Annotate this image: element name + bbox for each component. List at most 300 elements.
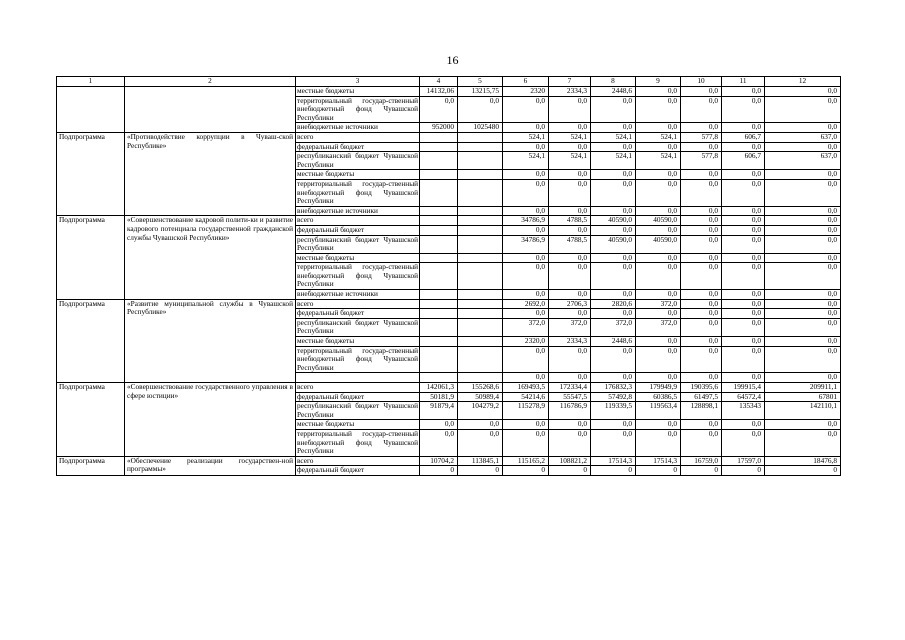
value-cell [420, 206, 458, 216]
value-cell: 0,0 [591, 420, 636, 430]
funding-source: республиканский бюджет Чувашской Республики [297, 318, 418, 336]
value-cell: 0,0 [765, 96, 841, 123]
subprogram-name: «Обеспечение реализации государствен-ной программы» [125, 456, 296, 475]
value-cell: 119339,5 [591, 402, 636, 420]
value-cell [458, 318, 503, 336]
value-cell: 199915,4 [722, 383, 765, 393]
value-cell: 0,0 [549, 123, 591, 133]
value-cell: 64572,4 [722, 392, 765, 402]
value-cell: 0,0 [722, 96, 765, 123]
value-cell: 10704,2 [420, 456, 458, 466]
value-cell: 0,0 [636, 123, 681, 133]
value-cell: 0 [765, 466, 841, 476]
funding-source: территориальный государ-ственный внебюджетный фонд Чувашской Республики [297, 96, 418, 122]
value-cell: 57492,8 [591, 392, 636, 402]
value-cell: 0,0 [681, 318, 722, 336]
value-cell: 0,0 [458, 420, 503, 430]
value-cell [458, 235, 503, 253]
value-cell: 0,0 [549, 253, 591, 263]
value-cell: 0,0 [503, 170, 549, 180]
funding-source: республиканский бюджет Чувашской Республики [297, 151, 418, 169]
value-cell: 108821,2 [549, 456, 591, 466]
value-cell [458, 337, 503, 347]
value-cell: 172334,4 [549, 383, 591, 393]
value-cell: 18476,8 [765, 456, 841, 466]
value-cell: 372,0 [591, 318, 636, 336]
value-cell: 0,0 [681, 299, 722, 309]
value-cell: 50989,4 [458, 392, 503, 402]
subprogram-label: Подпрограмма [57, 132, 125, 215]
value-cell: 40590,0 [591, 216, 636, 226]
value-cell: 0,0 [681, 179, 722, 206]
value-cell: 0,0 [503, 142, 549, 152]
funding-source: всего [296, 216, 420, 226]
table-row [57, 87, 841, 97]
value-cell: 142061,3 [420, 383, 458, 393]
value-cell: 0 [636, 466, 681, 476]
header-cell: 11 [722, 77, 765, 87]
value-cell [420, 373, 458, 383]
value-cell [420, 346, 458, 373]
value-cell [420, 309, 458, 319]
subprogram-label: Подпрограмма [57, 456, 125, 475]
value-cell: 0,0 [681, 420, 722, 430]
value-cell [458, 142, 503, 152]
value-cell: 0,0 [503, 179, 549, 206]
value-cell: 116786,9 [549, 402, 591, 420]
value-cell: 0,0 [549, 429, 591, 456]
value-cell: 0,0 [765, 429, 841, 456]
value-cell: 0,0 [503, 206, 549, 216]
value-cell: 0,0 [549, 225, 591, 235]
value-cell: 40590,0 [591, 235, 636, 253]
value-cell: 0,0 [722, 142, 765, 152]
value-cell: 0,0 [549, 170, 591, 180]
value-cell: 0,0 [681, 96, 722, 123]
value-cell: 0,0 [420, 96, 458, 123]
funding-source: территориальный государ-ственный внебюджетный фонд Чувашской Республики [297, 262, 418, 289]
table-row [57, 132, 841, 142]
value-cell: 0,0 [681, 123, 722, 133]
value-cell [420, 225, 458, 235]
value-cell: 4788,5 [549, 216, 591, 226]
funding-source: территориальный государ-ственный внебюджетный фонд Чувашской Республики [297, 346, 418, 372]
value-cell: 0,0 [549, 373, 591, 383]
value-cell: 2320,0 [503, 337, 549, 347]
value-cell: 0,0 [681, 206, 722, 216]
value-cell: 128898,1 [681, 402, 722, 420]
funding-source: местные бюджеты [296, 170, 420, 180]
value-cell: 952000 [420, 123, 458, 133]
value-cell: 0,0 [591, 225, 636, 235]
value-cell: 372,0 [549, 318, 591, 336]
value-cell: 0,0 [765, 373, 841, 383]
value-cell: 0,0 [636, 290, 681, 300]
funding-source: территориальный государ-ственный внебюджетный фонд Чувашской Республики [297, 429, 418, 456]
value-cell: 2706,3 [549, 299, 591, 309]
funding-source [296, 373, 420, 383]
funding-source: республиканский бюджет Чувашской Республики [297, 235, 418, 253]
value-cell: 0 [420, 466, 458, 476]
value-cell: 16759,0 [681, 456, 722, 466]
value-cell: 17514,3 [591, 456, 636, 466]
value-cell: 0,0 [591, 170, 636, 180]
value-cell: 0,0 [503, 263, 549, 290]
funding-source: внебюджетные источники [296, 206, 420, 216]
value-cell: 0,0 [636, 87, 681, 97]
value-cell: 0,0 [681, 309, 722, 319]
value-cell: 0,0 [681, 235, 722, 253]
value-cell: 190395,6 [681, 383, 722, 393]
value-cell [458, 206, 503, 216]
value-cell: 0,0 [591, 373, 636, 383]
value-cell [420, 132, 458, 142]
value-cell [458, 373, 503, 383]
value-cell: 34786,9 [503, 216, 549, 226]
value-cell: 0,0 [591, 429, 636, 456]
value-cell [420, 142, 458, 152]
value-cell: 0,0 [765, 179, 841, 206]
value-cell: 0,0 [765, 206, 841, 216]
value-cell: 0,0 [503, 373, 549, 383]
header-cell: 4 [420, 77, 458, 87]
value-cell: 577,8 [681, 132, 722, 142]
value-cell: 0,0 [549, 142, 591, 152]
value-cell: 606,7 [722, 132, 765, 142]
value-cell: 0,0 [549, 96, 591, 123]
value-cell: 0,0 [636, 225, 681, 235]
header-cell: 12 [765, 77, 841, 87]
value-cell: 0,0 [636, 179, 681, 206]
value-cell: 0,0 [765, 290, 841, 300]
value-cell: 0,0 [591, 290, 636, 300]
subprogram-name: «Развитие муниципальной службы в Чувашской Республике» [125, 299, 296, 382]
value-cell: 54214,6 [503, 392, 549, 402]
value-cell: 0,0 [458, 429, 503, 456]
value-cell: 0,0 [681, 216, 722, 226]
value-cell [420, 179, 458, 206]
value-cell [420, 152, 458, 170]
value-cell: 0 [722, 466, 765, 476]
value-cell [458, 225, 503, 235]
table-body [57, 87, 841, 476]
value-cell: 0,0 [591, 263, 636, 290]
value-cell [458, 170, 503, 180]
subprogram-name: «Противодействие коррупции в Чуваш-ской Республике» [125, 132, 296, 215]
value-cell: 0,0 [591, 123, 636, 133]
value-cell: 0,0 [765, 123, 841, 133]
value-cell [458, 263, 503, 290]
value-cell: 0,0 [636, 420, 681, 430]
value-cell: 60386,5 [636, 392, 681, 402]
value-cell: 0,0 [549, 420, 591, 430]
value-cell: 2320 [503, 87, 549, 97]
value-cell: 119563,4 [636, 402, 681, 420]
value-cell: 0,0 [722, 87, 765, 97]
value-cell: 0,0 [722, 373, 765, 383]
funding-source: всего [296, 456, 420, 466]
value-cell: 0,0 [503, 96, 549, 123]
value-cell: 0 [591, 466, 636, 476]
value-cell: 40590,0 [636, 216, 681, 226]
value-cell: 0,0 [681, 170, 722, 180]
value-cell [458, 216, 503, 226]
value-cell: 61497,5 [681, 392, 722, 402]
value-cell: 0,0 [503, 290, 549, 300]
subprogram-name: «Совершенствование кадровой полити-ки и развитие кадрового потенциала государственной гражданской службы Чувашской Республики» [125, 216, 296, 299]
value-cell: 0,0 [722, 420, 765, 430]
value-cell: 0,0 [681, 225, 722, 235]
value-cell: 115278,9 [503, 402, 549, 420]
value-cell: 0,0 [636, 309, 681, 319]
value-cell: 0,0 [681, 263, 722, 290]
funding-source: всего [296, 383, 420, 393]
value-cell: 0,0 [765, 170, 841, 180]
value-cell: 0,0 [636, 96, 681, 123]
funding-source: местные бюджеты [296, 337, 420, 347]
value-cell: 0,0 [591, 206, 636, 216]
value-cell: 0,0 [636, 253, 681, 263]
page-number: 16 [446, 53, 459, 67]
value-cell: 176832,3 [591, 383, 636, 393]
value-cell: 372,0 [636, 299, 681, 309]
header-cell: 8 [591, 77, 636, 87]
value-cell: 0,0 [681, 346, 722, 373]
budget-table [56, 76, 841, 476]
value-cell [458, 179, 503, 206]
value-cell: 0,0 [681, 429, 722, 456]
value-cell: 0,0 [765, 309, 841, 319]
value-cell: 524,1 [591, 152, 636, 170]
value-cell: 0,0 [549, 309, 591, 319]
value-cell: 142110,1 [765, 402, 841, 420]
funding-source: всего [296, 132, 420, 142]
value-cell: 0,0 [636, 142, 681, 152]
table-row [57, 383, 841, 393]
value-cell: 0,0 [591, 253, 636, 263]
header-cell: 6 [503, 77, 549, 87]
funding-source: территориальный государ-ственный внебюджетный фонд Чувашской Республики [297, 179, 418, 206]
value-cell: 0,0 [636, 373, 681, 383]
value-cell: 0,0 [681, 142, 722, 152]
value-cell: 17514,3 [636, 456, 681, 466]
value-cell: 0,0 [722, 299, 765, 309]
value-cell: 372,0 [503, 318, 549, 336]
value-cell: 577,8 [681, 152, 722, 170]
value-cell: 0,0 [458, 96, 503, 123]
value-cell [420, 253, 458, 263]
value-cell: 2334,3 [549, 87, 591, 97]
value-cell: 0,0 [549, 179, 591, 206]
value-cell: 40590,0 [636, 235, 681, 253]
funding-source: всего [296, 299, 420, 309]
value-cell: 524,1 [503, 132, 549, 142]
value-cell: 0,0 [722, 318, 765, 336]
value-cell: 637,0 [765, 152, 841, 170]
value-cell: 524,1 [636, 152, 681, 170]
value-cell: 0,0 [722, 225, 765, 235]
header-cell: 10 [681, 77, 722, 87]
header-cell: 5 [458, 77, 503, 87]
value-cell: 0,0 [681, 337, 722, 347]
value-cell [420, 216, 458, 226]
value-cell: 0,0 [591, 309, 636, 319]
value-cell: 0,0 [549, 346, 591, 373]
value-cell: 0,0 [503, 225, 549, 235]
header-cell: 9 [636, 77, 681, 87]
value-cell: 2448,6 [591, 337, 636, 347]
value-cell: 17597,0 [722, 456, 765, 466]
value-cell: 0,0 [722, 206, 765, 216]
value-cell: 169493,5 [503, 383, 549, 393]
funding-source: внебюджетные источники [296, 123, 420, 133]
value-cell: 0,0 [636, 263, 681, 290]
value-cell: 2820,6 [591, 299, 636, 309]
value-cell: 0,0 [722, 253, 765, 263]
header-cell: 1 [57, 77, 125, 87]
value-cell: 0,0 [636, 170, 681, 180]
value-cell: 0,0 [681, 253, 722, 263]
value-cell: 0,0 [503, 420, 549, 430]
value-cell [420, 299, 458, 309]
value-cell: 0,0 [636, 206, 681, 216]
value-cell: 0,0 [765, 235, 841, 253]
value-cell: 0,0 [765, 337, 841, 347]
funding-source: республиканский бюджет Чувашской Республики [297, 401, 418, 419]
value-cell: 135343 [722, 402, 765, 420]
value-cell [458, 346, 503, 373]
value-cell: 2448,6 [591, 87, 636, 97]
table-row [57, 216, 841, 226]
value-cell: 0,0 [420, 420, 458, 430]
value-cell: 0,0 [765, 263, 841, 290]
value-cell: 0,0 [503, 123, 549, 133]
value-cell: 91879,4 [420, 402, 458, 420]
header-cell: 3 [296, 77, 420, 87]
funding-source: федеральный бюджет [296, 225, 420, 235]
value-cell: 0 [549, 466, 591, 476]
subprogram-label: Подпрограмма [57, 299, 125, 382]
value-cell: 1025480 [458, 123, 503, 133]
value-cell [458, 290, 503, 300]
table-row [57, 456, 841, 466]
value-cell: 637,0 [765, 132, 841, 142]
subprogram-label: Подпрограмма [57, 383, 125, 457]
value-cell: 0,0 [722, 429, 765, 456]
value-cell: 50181,9 [420, 392, 458, 402]
value-cell: 372,0 [636, 318, 681, 336]
header-cell: 7 [549, 77, 591, 87]
value-cell: 0,0 [765, 142, 841, 152]
value-cell: 0,0 [765, 420, 841, 430]
value-cell: 0,0 [636, 337, 681, 347]
value-cell: 0,0 [722, 123, 765, 133]
value-cell: 0,0 [549, 290, 591, 300]
value-cell: 0,0 [503, 309, 549, 319]
value-cell [420, 235, 458, 253]
subprogram-name: «Совершенствование государственного управления в сфере юстиции» [125, 383, 296, 457]
value-cell: 0,0 [636, 346, 681, 373]
value-cell [420, 290, 458, 300]
empty-name-cell [125, 87, 296, 133]
table-row [57, 299, 841, 309]
subprogram-label: Подпрограмма [57, 216, 125, 299]
value-cell: 0,0 [765, 299, 841, 309]
value-cell: 0,0 [681, 373, 722, 383]
value-cell: 0,0 [722, 290, 765, 300]
table-header [57, 77, 841, 87]
funding-source: федеральный бюджет [296, 142, 420, 152]
value-cell: 2334,3 [549, 337, 591, 347]
value-cell: 0,0 [722, 263, 765, 290]
value-cell: 0,0 [549, 206, 591, 216]
value-cell: 0,0 [722, 346, 765, 373]
value-cell: 0,0 [591, 179, 636, 206]
value-cell: 0,0 [765, 346, 841, 373]
funding-source: внебюджетные источники [296, 290, 420, 300]
value-cell [420, 170, 458, 180]
value-cell: 55547,5 [549, 392, 591, 402]
value-cell: 524,1 [636, 132, 681, 142]
value-cell: 0,0 [765, 318, 841, 336]
value-cell: 0 [681, 466, 722, 476]
value-cell: 4788,5 [549, 235, 591, 253]
value-cell: 14132,06 [420, 87, 458, 97]
value-cell: 524,1 [591, 132, 636, 142]
value-cell: 0,0 [503, 253, 549, 263]
value-cell: 67801 [765, 392, 841, 402]
value-cell: 0,0 [765, 253, 841, 263]
value-cell: 104279,2 [458, 402, 503, 420]
value-cell: 0,0 [722, 337, 765, 347]
value-cell: 0,0 [722, 179, 765, 206]
value-cell: 0,0 [591, 346, 636, 373]
value-cell: 0,0 [681, 87, 722, 97]
funding-source: местные бюджеты [296, 87, 420, 97]
value-cell: 113845,1 [458, 456, 503, 466]
value-cell: 0 [503, 466, 549, 476]
value-cell [458, 309, 503, 319]
value-cell: 0,0 [722, 235, 765, 253]
value-cell [458, 132, 503, 142]
value-cell: 0 [458, 466, 503, 476]
value-cell: 0,0 [765, 225, 841, 235]
empty-label-cell [57, 87, 125, 133]
value-cell: 0,0 [636, 429, 681, 456]
value-cell: 34786,9 [503, 235, 549, 253]
value-cell [458, 253, 503, 263]
value-cell [420, 337, 458, 347]
value-cell: 0,0 [765, 216, 841, 226]
value-cell: 0,0 [722, 309, 765, 319]
value-cell [420, 263, 458, 290]
value-cell: 13215,75 [458, 87, 503, 97]
funding-source: федеральный бюджет [296, 392, 420, 402]
value-cell: 524,1 [549, 132, 591, 142]
value-cell: 0,0 [722, 216, 765, 226]
value-cell: 209911,1 [765, 383, 841, 393]
value-cell: 0,0 [503, 346, 549, 373]
value-cell: 0,0 [591, 96, 636, 123]
value-cell: 0,0 [591, 142, 636, 152]
value-cell: 0,0 [722, 170, 765, 180]
value-cell [458, 152, 503, 170]
value-cell: 0,0 [549, 263, 591, 290]
value-cell: 115165,2 [503, 456, 549, 466]
value-cell: 606,7 [722, 152, 765, 170]
value-cell: 0,0 [681, 290, 722, 300]
value-cell: 0,0 [765, 87, 841, 97]
